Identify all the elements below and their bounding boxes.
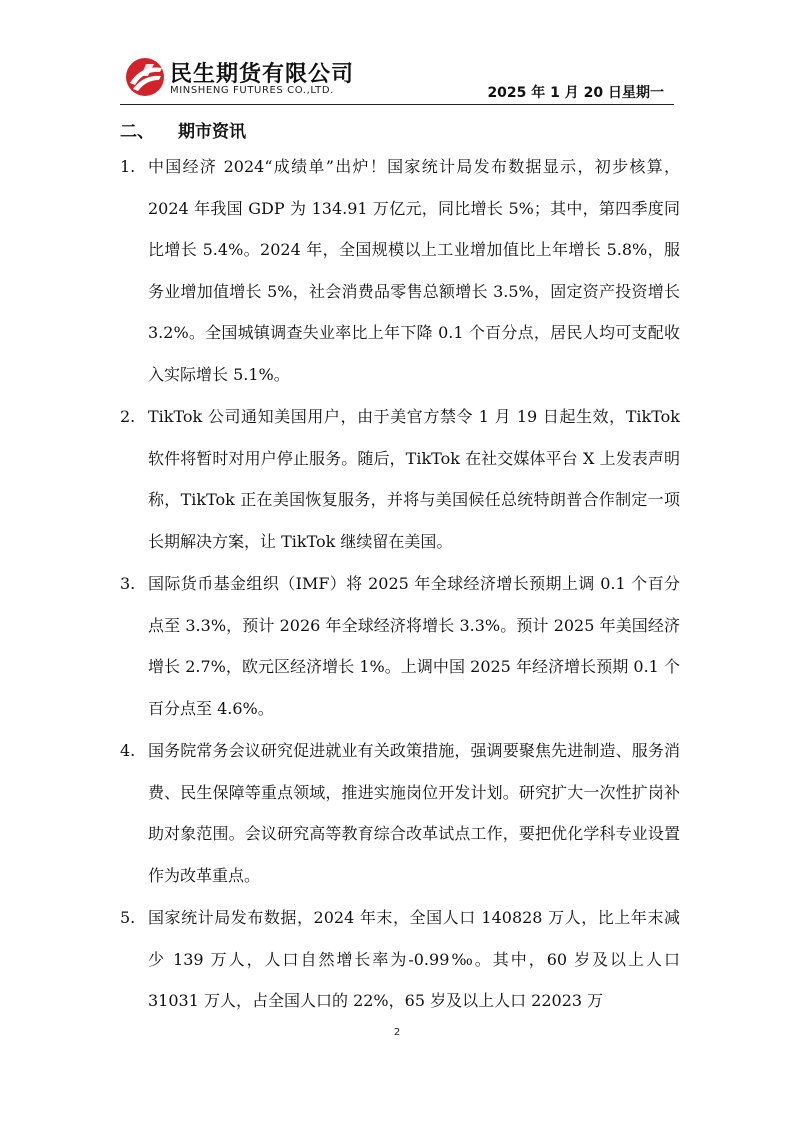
news-text: 国际货币基金组织（IMF）将 2025 年全球经济增长预期上调 0.1 个百分点至 3.3%，预计 2026 年全球经济将增长 3.3%。预计 2025 年美国经济增长 2.7%，欧元区经济增长 1%。上调中国 2025 年经济增长预期 0.1 个百分点至 4.6%。: [148, 574, 680, 718]
news-text: 国家统计局发布数据，2024 年末，全国人口 140828 万人，比上年末减少 139 万人，人口自然增长率为-0.99‰。其中，60 岁及以上人口 31031 万人，占全国人口的 22%，65 岁及以上人口 22023 万: [148, 908, 680, 1010]
company-name-cn: 民生期货有限公司: [170, 62, 355, 87]
news-index: 5.: [120, 908, 136, 927]
section-number: 二、: [120, 122, 154, 142]
news-index: 1.: [120, 157, 136, 176]
news-item: [120, 897, 680, 1022]
news-item: [120, 730, 680, 896]
company-logo: [124, 56, 364, 100]
section-title: 期市资讯: [178, 122, 246, 142]
page-number: 2: [393, 1027, 401, 1038]
section-heading: [120, 117, 246, 142]
news-index: 2.: [120, 407, 136, 426]
news-list: [120, 146, 680, 1023]
news-index: 4.: [120, 741, 136, 760]
company-name-en: MINSHENG FUTURES CO.,LTD.: [170, 85, 334, 96]
news-index: 3.: [120, 574, 136, 593]
report-date: 2025 年 1 月 20 日星期一: [487, 85, 664, 101]
news-text: TikTok 公司通知美国用户，由于美官方禁令 1 月 19 日起生效，TikTok 软件将暂时对用户停止服务。随后，TikTok 在社交媒体平台 X 上发表声明称，TikTok 正在美国恢复服务，并将与美国候任总统特朗普合作制定一项长期解决方案，让 TikTok 继续留在美国。: [148, 407, 680, 551]
news-item: [120, 396, 680, 562]
news-text: 国务院常务会议研究促进就业有关政策措施，强调要聚焦先进制造、服务消费、民生保障等重点领域，推进实施岗位开发计划。研究扩大一次性扩岗补助对象范围。会议研究高等教育综合改革试点工作，要把优化学科专业设置作为改革重点。: [148, 741, 680, 885]
news-text: 中国经济 2024“成绩单”出炉！国家统计局发布数据显示，初步核算，2024 年我国 GDP 为 134.91 万亿元，同比增长 5%；其中，第四季度同比增长 5.4%。2024 年，全国规模以上工业增加值比上年增长 5.8%，服务业增加值增长 5%，社会消费品零售总额增长 3.5%，固定资产投资增长 3.2%。全国城镇调查失业率比上年下降 0.1 个百分点，居民人均可支配收入实际增长 5.1%。: [148, 157, 680, 384]
minsheng-logo-icon: [124, 56, 166, 98]
page-header: [120, 52, 674, 105]
news-item: [120, 563, 680, 729]
news-item: [120, 146, 680, 395]
